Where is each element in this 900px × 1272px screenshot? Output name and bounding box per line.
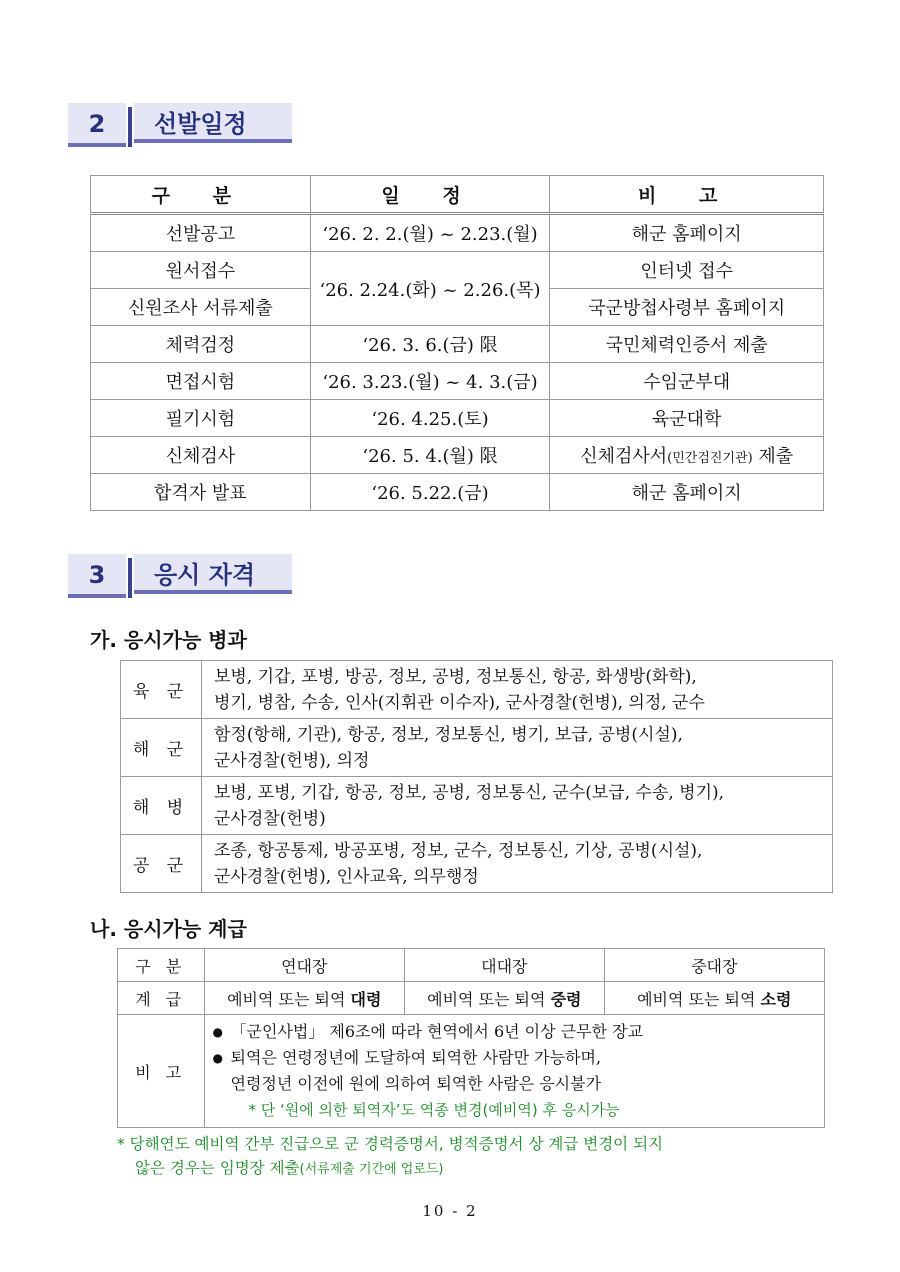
schedule-date: ‘26. 2.24.(화) ~ 2.26.(목): [310, 252, 550, 326]
schedule-item: 원서접수: [91, 252, 311, 289]
bullet-text: 퇴역은 연령정년에 도달하여 퇴역한 사람만 가능하며,: [230, 1048, 602, 1067]
branch-line: 보병, 포병, 기갑, 항공, 정보, 공병, 정보통신, 군수(보급, 수송, 병기),: [214, 782, 725, 803]
schedule-date: ‘26. 4.25.(토): [310, 400, 550, 437]
schedule-date: ‘26. 5. 4.(월) 限: [310, 437, 550, 474]
bullet-item: [213, 1045, 825, 1071]
header-battalion: 대대장: [405, 949, 605, 982]
table-row: [91, 252, 824, 289]
header-regiment: 연대장: [204, 949, 405, 982]
table-row: [91, 214, 824, 252]
schedule-note: 수임군부대: [550, 363, 824, 400]
section-divider: [128, 558, 132, 598]
branch-list: [202, 661, 833, 719]
schedule-note: 인터넷 접수: [550, 252, 824, 289]
table-row: [91, 474, 824, 511]
branch-name: 육 군: [121, 661, 202, 719]
table-row: [121, 661, 833, 719]
bullet-continuation: 연령정년 이전에 원에 의하여 퇴역한 사람은 응시불가: [230, 1074, 602, 1093]
header-category: 구 분: [118, 949, 205, 982]
footnote-small: (서류제출 기간에 업로드): [299, 1162, 444, 1177]
bullet-item: [213, 1019, 825, 1045]
table-row: [121, 777, 833, 835]
schedule-table: [90, 175, 824, 511]
schedule-note: 육군대학: [550, 400, 824, 437]
branch-line: 병기, 병참, 수송, 인사(지휘관 이수자), 군사경찰(헌병), 의정, 군수: [214, 692, 705, 713]
rank-prefix: 예비역 또는 퇴역: [637, 989, 761, 1009]
branch-list: [202, 777, 833, 835]
rank-cell: [604, 982, 824, 1015]
section-number: 2: [68, 103, 126, 147]
footnote-line: * 당해연도 예비역 간부 진급으로 군 경력증명서, 병적증명서 상 계급 변경이 되지: [117, 1135, 664, 1153]
section-title: 응시 자격: [134, 554, 292, 594]
header-note: 비 고: [550, 176, 824, 214]
schedule-date: ‘26. 3.23.(월) ~ 4. 3.(금): [310, 363, 550, 400]
table-header-row: [91, 176, 824, 214]
bullet-icon: ●: [212, 1051, 223, 1065]
header-company: 중대장: [604, 949, 824, 982]
table-row: [91, 326, 824, 363]
footnote-text: 않은 경우는 임명장 제출: [135, 1159, 300, 1177]
header-schedule: 일 정: [310, 176, 550, 214]
schedule-item: 면접시험: [91, 363, 311, 400]
schedule-item: 합격자 발표: [91, 474, 311, 511]
table-header-row: [118, 949, 825, 982]
table-row: [91, 363, 824, 400]
footnote-line-2: [117, 1156, 827, 1182]
rank-value: 대령: [350, 989, 382, 1009]
branches-heading: 가. 응시가능 병과: [90, 628, 247, 652]
branch-line: 군사경찰(헌병), 인사교육, 의무행정: [214, 866, 479, 887]
branch-list: [202, 835, 833, 893]
section-number: 3: [68, 554, 126, 598]
table-row: [121, 835, 833, 893]
note-label: 비 고: [118, 1015, 205, 1128]
branch-name: 해 군: [121, 719, 202, 777]
branch-line: 함정(항해, 기관), 항공, 정보, 정보통신, 병기, 보급, 공병(시설),: [214, 724, 683, 745]
note-small: (민간검진기관): [667, 451, 753, 466]
branch-line: 조종, 항공통제, 방공포병, 정보, 군수, 정보통신, 기상, 공병(시설),: [214, 840, 703, 861]
header-category: 구 분: [91, 176, 311, 214]
table-row: [91, 437, 824, 474]
schedule-date: ‘26. 2. 2.(월) ~ 2.23.(월): [310, 214, 550, 252]
branch-line: 보병, 기갑, 포병, 방공, 정보, 공병, 정보통신, 항공, 화생방(화학),: [214, 666, 697, 687]
schedule-item: 신원조사 서류제출: [91, 289, 311, 326]
table-row: [118, 1015, 825, 1128]
schedule-item: 필기시험: [91, 400, 311, 437]
rank-label: 계 급: [118, 982, 205, 1015]
schedule-note: [550, 437, 824, 474]
schedule-note: 해군 홈페이지: [550, 474, 824, 511]
schedule-date: ‘26. 5.22.(금): [310, 474, 550, 511]
rank-cell: [405, 982, 605, 1015]
schedule-note: 국군방첩사령부 홈페이지: [550, 289, 824, 326]
rank-prefix: 예비역 또는 퇴역: [227, 989, 351, 1009]
branches-table: [120, 660, 833, 893]
bullet-text: 「군인사법」 제6조에 따라 현역에서 6년 이상 근무한 장교: [230, 1022, 644, 1041]
page-number: 10 - 2: [422, 1202, 478, 1220]
ranks-table: [117, 948, 825, 1128]
schedule-date: ‘26. 3. 6.(금) 限: [310, 326, 550, 363]
schedule-item: 체력검정: [91, 326, 311, 363]
branch-name: 해 병: [121, 777, 202, 835]
schedule-note: 국민체력인증서 제출: [550, 326, 824, 363]
section-divider: [128, 107, 132, 147]
rank-cell: [204, 982, 405, 1015]
table-row: [91, 400, 824, 437]
ranks-heading: 나. 응시가능 계급: [90, 917, 247, 941]
rank-value: 중령: [550, 989, 582, 1009]
branch-name: 공 군: [121, 835, 202, 893]
table-row: [121, 719, 833, 777]
note-tail: 제출: [752, 446, 794, 467]
schedule-item: 선발공고: [91, 214, 311, 252]
rank-prefix: 예비역 또는 퇴역: [427, 989, 551, 1009]
branch-line: 군사경찰(헌병): [214, 808, 326, 829]
branch-line: 군사경찰(헌병), 의정: [214, 750, 370, 771]
bullet-note: * 단 ‘원에 의한 퇴역자’도 역종 변경(예비역) 후 응시가능: [248, 1101, 620, 1119]
branch-list: [202, 719, 833, 777]
note-main: 신체검사서: [580, 446, 668, 467]
table-row: [118, 982, 825, 1015]
schedule-item: 신체검사: [91, 437, 311, 474]
rank-value: 소령: [760, 989, 792, 1009]
schedule-note: 해군 홈페이지: [550, 214, 824, 252]
bullet-icon: ●: [212, 1025, 223, 1039]
footnote: [117, 1132, 827, 1182]
section-title: 선발일정: [134, 103, 292, 143]
notes-cell: [204, 1015, 825, 1128]
